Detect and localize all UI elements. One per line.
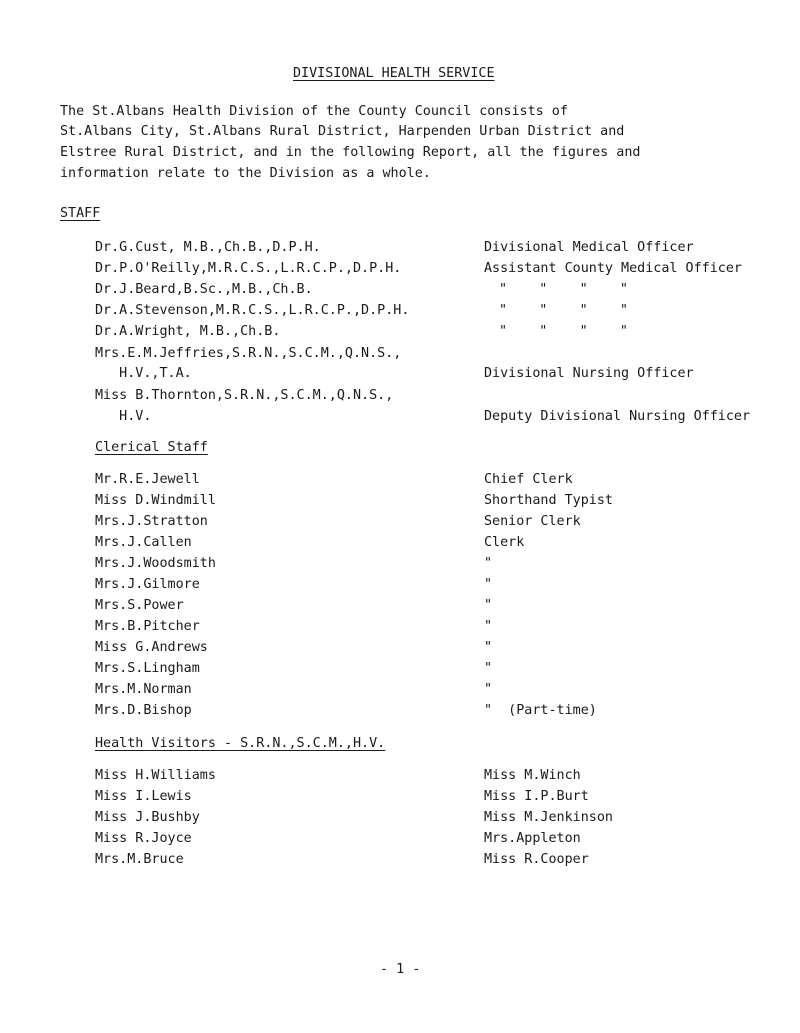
staff-name: Dr.J.Beard,B.Sc.,M.B.,Ch.B. — [95, 282, 313, 297]
clerk-role: Shorthand Typist — [484, 493, 613, 508]
clerk-role: " — [484, 577, 493, 592]
clerk-name: Mrs.S.Power — [95, 598, 184, 613]
staff-name: H.V. — [95, 409, 152, 424]
clerk-role: " — [484, 556, 493, 571]
visitor-name: Miss R.Cooper — [484, 852, 589, 867]
visitor-name: Miss H.Williams — [95, 768, 216, 783]
intro-line: Elstree Rural District, and in the following Report, all the figures and — [60, 145, 641, 160]
clerk-name: Mrs.J.Stratton — [95, 514, 208, 529]
staff-name: Mrs.E.M.Jeffries,S.R.N.,S.C.M.,Q.N.S., — [95, 346, 402, 361]
intro-line: St.Albans City, St.Albans Rural District, Harpenden Urban District and — [60, 124, 625, 139]
clerk-name: Mrs.J.Woodsmith — [95, 556, 216, 571]
visitor-name: Miss I.P.Burt — [484, 789, 589, 804]
staff-heading: STAFF — [60, 206, 101, 221]
staff-role-ditto: " " " " — [499, 303, 628, 318]
visitor-name: Miss J.Bushby — [95, 810, 200, 825]
clerk-role: " — [484, 598, 493, 613]
visitor-name: Miss I.Lewis — [95, 789, 192, 804]
clerk-role: " — [484, 661, 493, 676]
visitor-name: Miss M.Jenkinson — [484, 810, 613, 825]
clerk-role: " — [484, 682, 493, 697]
staff-role: Deputy Divisional Nursing Officer — [484, 409, 751, 424]
staff-role: Divisional Nursing Officer — [484, 366, 694, 381]
intro-line: information relate to the Division as a whole. — [60, 166, 431, 181]
page-heading: DIVISIONAL HEALTH SERVICE — [293, 66, 495, 81]
visitor-name: Miss R.Joyce — [95, 831, 192, 846]
staff-name: Dr.A.Stevenson,M.R.C.S.,L.R.C.P.,D.P.H. — [95, 303, 410, 318]
clerk-role: " — [484, 619, 493, 634]
health-visitors-heading: Health Visitors - S.R.N.,S.C.M.,H.V. — [95, 736, 386, 751]
staff-name: Dr.G.Cust, M.B.,Ch.B.,D.P.H. — [95, 240, 321, 255]
clerk-role: Senior Clerk — [484, 514, 581, 529]
clerk-name: Mr.R.E.Jewell — [95, 472, 200, 487]
clerk-name: Mrs.D.Bishop — [95, 703, 192, 718]
staff-role: Assistant County Medical Officer — [484, 261, 742, 276]
clerk-name: Mrs.J.Gilmore — [95, 577, 200, 592]
clerk-role: Chief Clerk — [484, 472, 573, 487]
clerk-name: Miss D.Windmill — [95, 493, 216, 508]
clerk-role: " — [484, 640, 493, 655]
staff-role: Divisional Medical Officer — [484, 240, 694, 255]
clerk-name: Mrs.B.Pitcher — [95, 619, 200, 634]
staff-name: Miss B.Thornton,S.R.N.,S.C.M.,Q.N.S., — [95, 388, 394, 403]
staff-role-ditto: " " " " — [499, 324, 628, 339]
clerk-role: " (Part-time) — [484, 703, 597, 718]
clerk-role: Clerk — [484, 535, 525, 550]
clerk-name: Mrs.M.Norman — [95, 682, 192, 697]
clerk-name: Miss G.Andrews — [95, 640, 208, 655]
page-number: - 1 - — [380, 962, 421, 977]
staff-name: Dr.A.Wright, M.B.,Ch.B. — [95, 324, 281, 339]
staff-role-ditto: " " " " — [499, 282, 628, 297]
clerk-name: Mrs.S.Lingham — [95, 661, 200, 676]
staff-name: Dr.P.O'Reilly,M.R.C.S.,L.R.C.P.,D.P.H. — [95, 261, 402, 276]
clerk-name: Mrs.J.Callen — [95, 535, 192, 550]
visitor-name: Mrs.M.Bruce — [95, 852, 184, 867]
intro-line: The St.Albans Health Division of the County Council consists of — [60, 104, 568, 119]
clerical-heading: Clerical Staff — [95, 440, 208, 455]
visitor-name: Mrs.Appleton — [484, 831, 581, 846]
visitor-name: Miss M.Winch — [484, 768, 581, 783]
staff-name: H.V.,T.A. — [95, 366, 192, 381]
